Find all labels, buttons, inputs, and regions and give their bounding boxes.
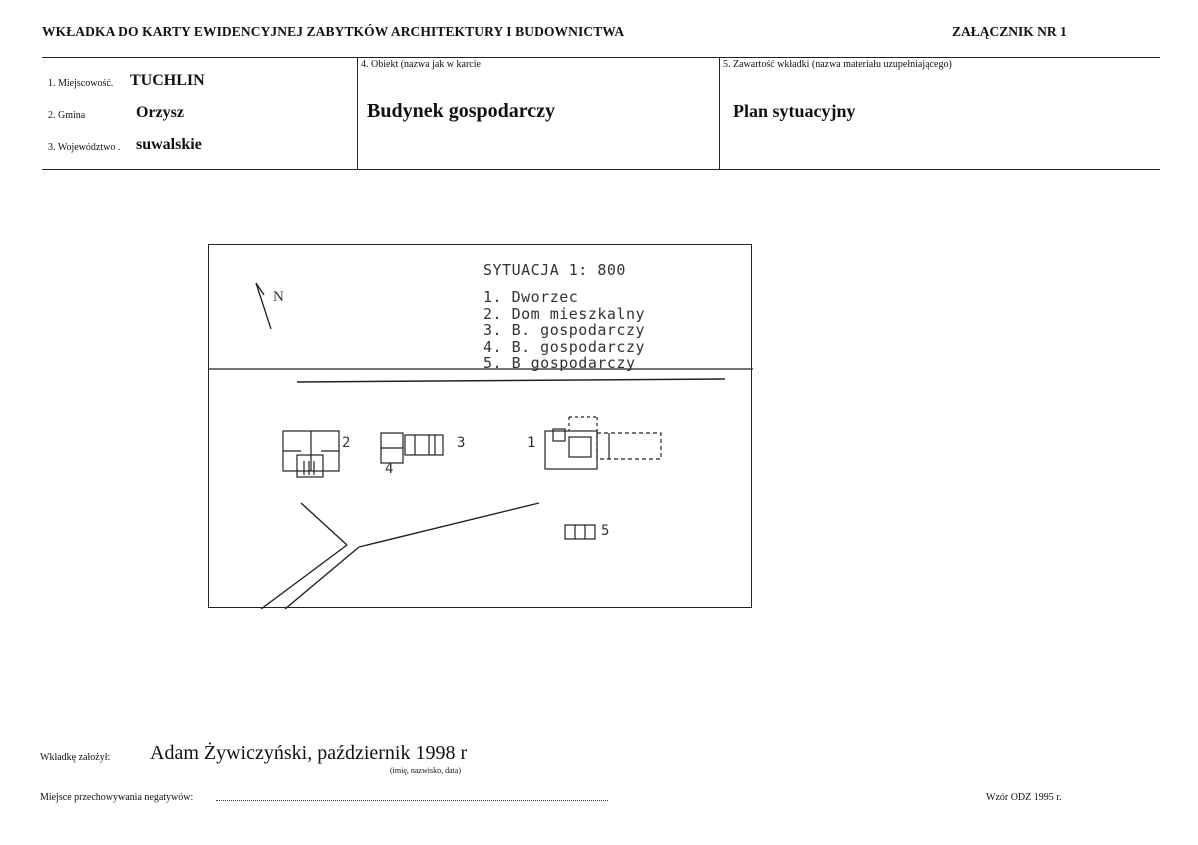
form-title: WKŁADKA DO KARTY EWIDENCYJNEJ ZABYTKÓW ARCHITEKTURY I BUDOWNICTWA [42, 24, 625, 39]
negatives-field[interactable] [216, 800, 608, 801]
situation-plan [208, 244, 752, 608]
wojewodztwo-label: 3. Województwo . [48, 142, 121, 153]
road-lines [261, 503, 539, 609]
wojewodztwo-value: suwalskie [136, 136, 202, 153]
form-reference: Wzór ODZ 1995 r. [986, 792, 1062, 803]
gmina-label: 2. Gmina [48, 110, 86, 121]
site-plan-drawing [209, 245, 753, 609]
content-value: Plan sytuacyjny [733, 101, 856, 121]
plan-legend [483, 289, 645, 372]
miejscowosc-value: TUCHLIN [130, 72, 205, 89]
legend-item: 2. Dom mieszkalny [483, 304, 646, 323]
gmina-value: Orzysz [136, 104, 184, 121]
founder-hint: (imię, nazwisko, data) [390, 766, 462, 775]
founder-value: Adam Żywiczyński, październik 1998 r [150, 742, 468, 764]
north-label: N [273, 289, 285, 305]
miejscowosc-label: 1. Miejscowość. [48, 78, 114, 89]
building-number-1: 1 [527, 435, 536, 451]
negatives-label: Miejsce przechowywania negatywów: [40, 792, 194, 803]
object-label: 4. Obiekt (nazwa jak w karcie [361, 59, 481, 70]
building-1-station [545, 417, 661, 469]
building-number-3: 3 [457, 435, 466, 451]
building-2-house [283, 431, 339, 477]
building-number-2: 2 [342, 435, 351, 451]
building-number-5: 5 [601, 523, 610, 539]
legend-item: 5. B gospodarczy [483, 354, 636, 372]
column-divider-1 [357, 57, 358, 169]
object-value: Budynek gospodarczy [367, 100, 556, 122]
legend-item: 1. Dworzec [483, 288, 579, 306]
content-label: 5. Zawartość wkładki (nazwa materiału uzupełniającego) [723, 59, 952, 70]
north-arrow-icon [256, 283, 271, 329]
form-top-border [42, 57, 1160, 58]
building-number-4: 4 [385, 461, 394, 477]
annex-label: ZAŁĄCZNIK NR 1 [952, 24, 1067, 39]
founder-label: Wkładkę założył: [40, 752, 111, 763]
building-4-farm [381, 433, 403, 463]
column-divider-2 [719, 57, 720, 169]
form-bottom-border [42, 169, 1160, 170]
legend-item: 4. B. gospodarczy [483, 337, 646, 356]
building-3-farm [405, 435, 443, 455]
legend-item: 3. B. gospodarczy [483, 321, 646, 339]
plan-scale-title: SYTUACJA 1: 800 [483, 261, 626, 279]
building-5-farm [565, 525, 595, 539]
